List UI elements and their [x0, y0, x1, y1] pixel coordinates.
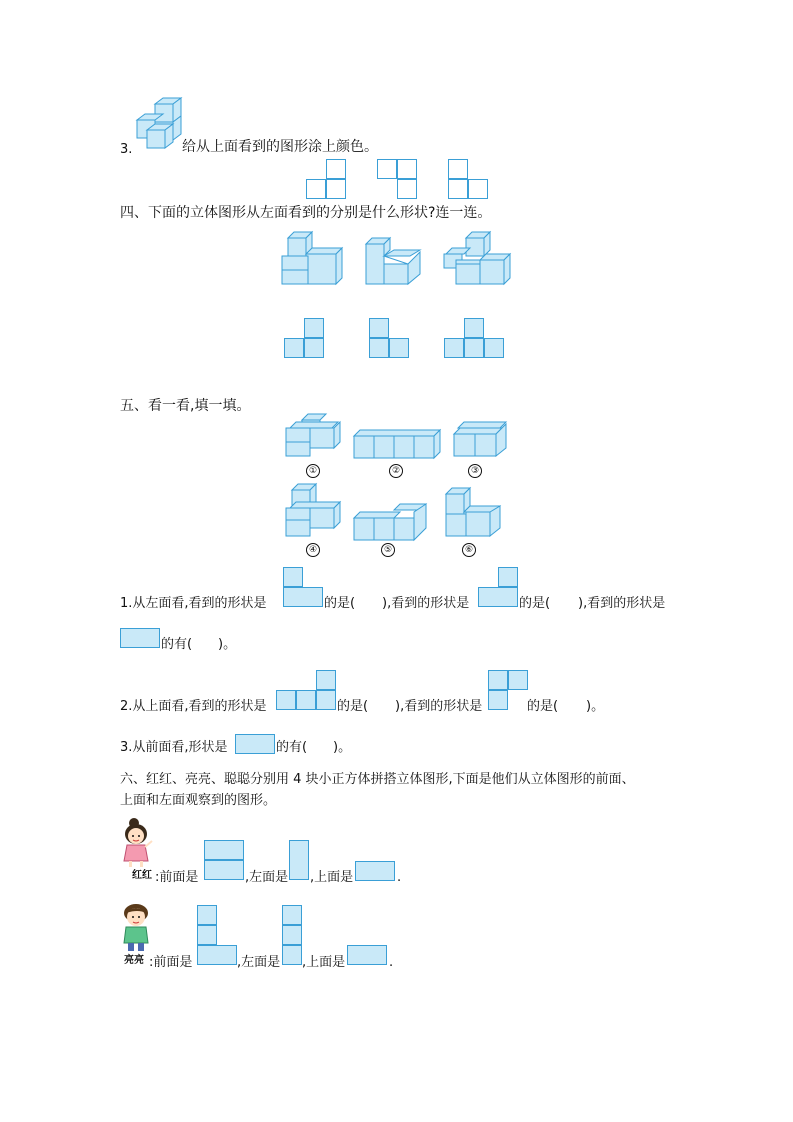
honghong-name: 红红 [132, 870, 152, 881]
s5-q2-e: )。 [586, 699, 605, 714]
q3-option-3[interactable] [448, 159, 488, 199]
s4-solid-3[interactable] [440, 230, 512, 288]
liangliang-left-label: ,左面是 [237, 955, 281, 970]
s5-q3-shape [235, 734, 275, 754]
q3-text: 给从上面看到的图形涂上颜色。 [182, 139, 378, 155]
s5-q3-a: 3.从前面看,形状是 [120, 740, 228, 755]
q3-label: 3. [120, 142, 133, 157]
s5-q2-c: ),看到的形状是 [395, 699, 483, 714]
honghong-top-shape [355, 861, 395, 881]
liangliang-front-label: :前面是 [149, 955, 193, 970]
honghong-left-shape [289, 840, 309, 880]
s5-figure-6 [444, 488, 504, 540]
s5-num-5: ⑤ [381, 543, 395, 557]
s5-q2-d: 的是( [527, 699, 559, 714]
s5-q2-a: 2.从上面看,看到的形状是 [120, 699, 267, 714]
s5-q3-b: 的有( [276, 740, 308, 755]
honghong-front-shape [204, 840, 244, 880]
s5-q1-shape-3 [120, 628, 160, 648]
s5-num-3: ③ [468, 464, 482, 478]
s5-figure-5 [352, 504, 428, 542]
liangliang-left-shape [282, 905, 302, 965]
s5-q1-d: 的是( [519, 596, 551, 611]
section6-line1: 六、红红、亮亮、聪聪分别用 4 块小正方体拼搭立体图形,下面是他们从立体图形的前面、 [120, 772, 635, 787]
s5-q1-b: 的是( [324, 596, 356, 611]
section6-line2: 上面和左面观察到的图形。 [120, 793, 277, 808]
s5-figure-4 [284, 484, 342, 540]
s4-solid-2[interactable] [364, 236, 424, 288]
liangliang-end: . [389, 955, 394, 970]
s4-view-2[interactable] [369, 318, 409, 358]
s5-q1-f: 的有( [161, 637, 193, 652]
s5-figure-1 [284, 414, 342, 460]
liangliang-top-shape [347, 945, 387, 965]
honghong-avatar [118, 817, 158, 869]
liangliang-top-label: ,上面是 [302, 955, 346, 970]
s5-q2-b: 的是( [337, 699, 369, 714]
s5-num-4: ④ [306, 543, 320, 557]
honghong-top-label: ,上面是 [310, 870, 354, 885]
s5-num-6: ⑥ [462, 543, 476, 557]
s5-q1-e: ),看到的形状是 [578, 596, 666, 611]
s5-num-1: ① [306, 464, 320, 478]
s5-num-2: ② [389, 464, 403, 478]
s4-solid-1[interactable] [280, 230, 346, 288]
q3-option-2[interactable] [377, 159, 417, 199]
s5-figure-2 [352, 430, 442, 460]
s4-view-1[interactable] [284, 318, 324, 358]
s5-q1-shape-1 [283, 567, 323, 607]
s5-q2-shape-2 [488, 670, 528, 710]
liangliang-avatar [118, 901, 158, 953]
s5-q3-c: )。 [333, 740, 352, 755]
liangliang-front-shape [197, 905, 237, 965]
s5-q1-c: ),看到的形状是 [382, 596, 470, 611]
q3-solid-figure [133, 96, 183, 152]
s5-q1-a: 1.从左面看,看到的形状是 [120, 596, 267, 611]
s5-q1-shape-2 [478, 567, 518, 607]
s5-q1-g: )。 [218, 637, 237, 652]
honghong-end: . [397, 870, 402, 885]
s5-figure-3 [452, 422, 510, 460]
honghong-front-label: :前面是 [155, 870, 199, 885]
s5-q2-shape-1 [276, 670, 336, 710]
section5-title: 五、看一看,填一填。 [120, 398, 251, 414]
section4-title: 四、下面的立体图形从左面看到的分别是什么形状?连一连。 [120, 205, 492, 221]
s4-view-3[interactable] [444, 318, 504, 358]
q3-option-1[interactable] [306, 159, 346, 199]
liangliang-name: 亮亮 [124, 955, 144, 966]
honghong-left-label: ,左面是 [245, 870, 289, 885]
